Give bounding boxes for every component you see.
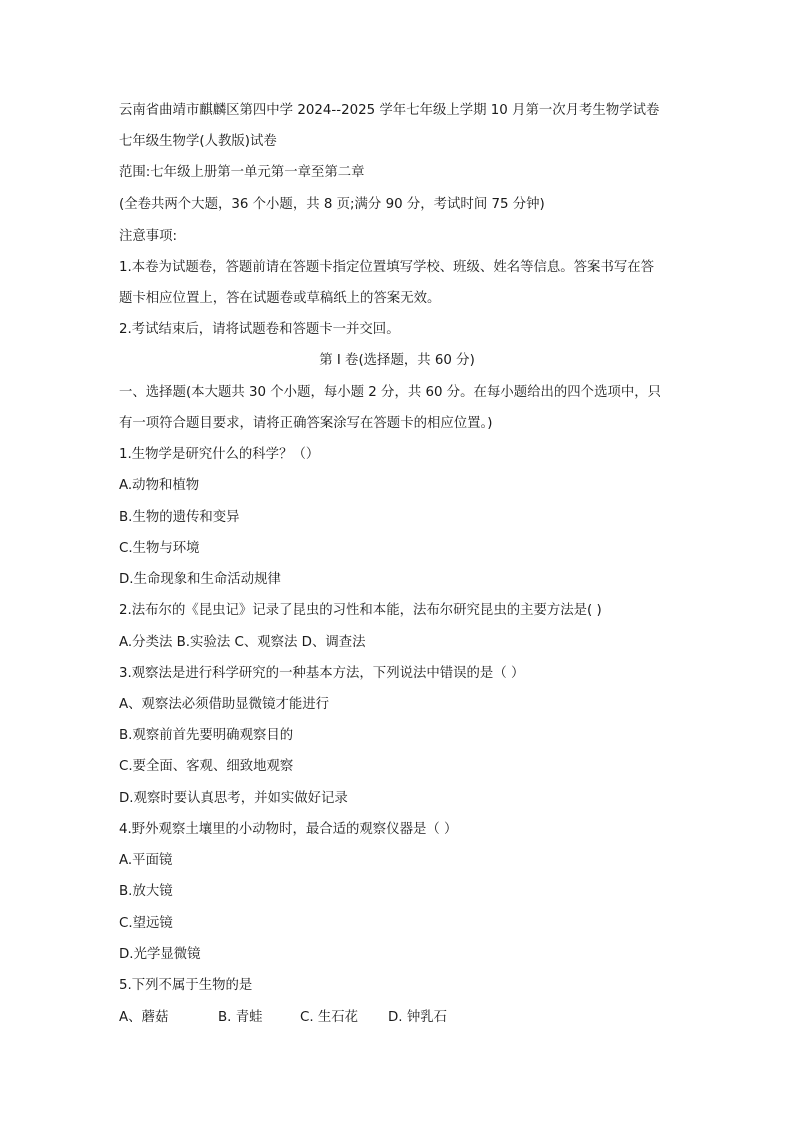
question-5-stem: 5.下列不属于生物的是 <box>119 978 253 993</box>
question-4-option-c: C.望远镜 <box>119 916 173 931</box>
note-item-1-line-2: 题卡相应位置上，答在试题卷或草稿纸上的答案无效。 <box>119 291 441 306</box>
question-2-options: A.分类法 B.实验法 C、观察法 D、调查法 <box>119 635 366 650</box>
question-3-option-c: C.要全面、客观、细致地观察 <box>119 759 294 774</box>
question-4-option-b: B.放大镜 <box>119 884 173 899</box>
question-1-option-d: D.生命现象和生命活动规律 <box>119 572 281 587</box>
question-1-stem: 1.生物学是研究什么的科学？（） <box>119 447 320 462</box>
question-1-option-b: B.生物的遗传和变异 <box>119 510 240 525</box>
question-5-option-a: A、蘑菇 <box>119 1010 169 1025</box>
question-3-option-a: A、观察法必须借助显微镜才能进行 <box>119 697 330 712</box>
exam-subtitle: 七年级生物学(人教版)试卷 <box>119 134 277 149</box>
exam-title: 云南省曲靖市麒麟区第四中学 2024--2025 学年七年级上学期 10 月第一次月考生物学试卷 <box>119 103 660 118</box>
question-3-option-d: D.观察时要认真思考，并如实做好记录 <box>119 791 348 806</box>
question-3-option-b: B.观察前首先要明确观察目的 <box>119 728 294 743</box>
question-4-stem: 4.野外观察土壤里的小动物时，最合适的观察仪器是（ ） <box>119 822 458 837</box>
notes-heading: 注意事项: <box>119 229 178 244</box>
section-instruction-line-1: 一、选择题(本大题共 30 个小题，每小题 2 分，共 60 分。在每小题给出的四个选项中，只 <box>119 385 662 400</box>
question-5-option-d: D. 钟乳石 <box>388 1010 447 1025</box>
question-1-option-a: A.动物和植物 <box>119 478 200 493</box>
exam-info: (全卷共两个大题，36 个小题，共 8 页;满分 90 分，考试时间 75 分钟) <box>119 197 545 212</box>
exam-scope: 范围:七年级上册第一单元第一章至第二章 <box>119 165 365 180</box>
section-instruction-line-2: 有一项符合题目要求，请将正确答案涂写在答题卡的相应位置。) <box>119 416 493 431</box>
question-4-option-a: A.平面镜 <box>119 853 173 868</box>
section-title: 第 I 卷(选择题，共 60 分) <box>319 353 475 368</box>
question-5-option-b: B. 青蛙 <box>218 1010 263 1025</box>
question-3-stem: 3.观察法是进行科学研究的一种基本方法，下列说法中错误的是（ ） <box>119 666 525 681</box>
question-5-option-c: C. 生石花 <box>300 1010 359 1025</box>
question-2-stem: 2.法布尔的《昆虫记》记录了昆虫的习性和本能，法布尔研究昆虫的主要方法是( ) <box>119 603 602 618</box>
question-4-option-d: D.光学显微镜 <box>119 947 201 962</box>
note-item-1-line-1: 1.本卷为试题卷，答题前请在答题卡指定位置填写学校、班级、姓名等信息。答案书写在答 <box>119 260 655 275</box>
question-1-option-c: C.生物与环境 <box>119 541 200 556</box>
note-item-2: 2.考试结束后，请将试题卷和答题卡一并交回。 <box>119 322 400 337</box>
